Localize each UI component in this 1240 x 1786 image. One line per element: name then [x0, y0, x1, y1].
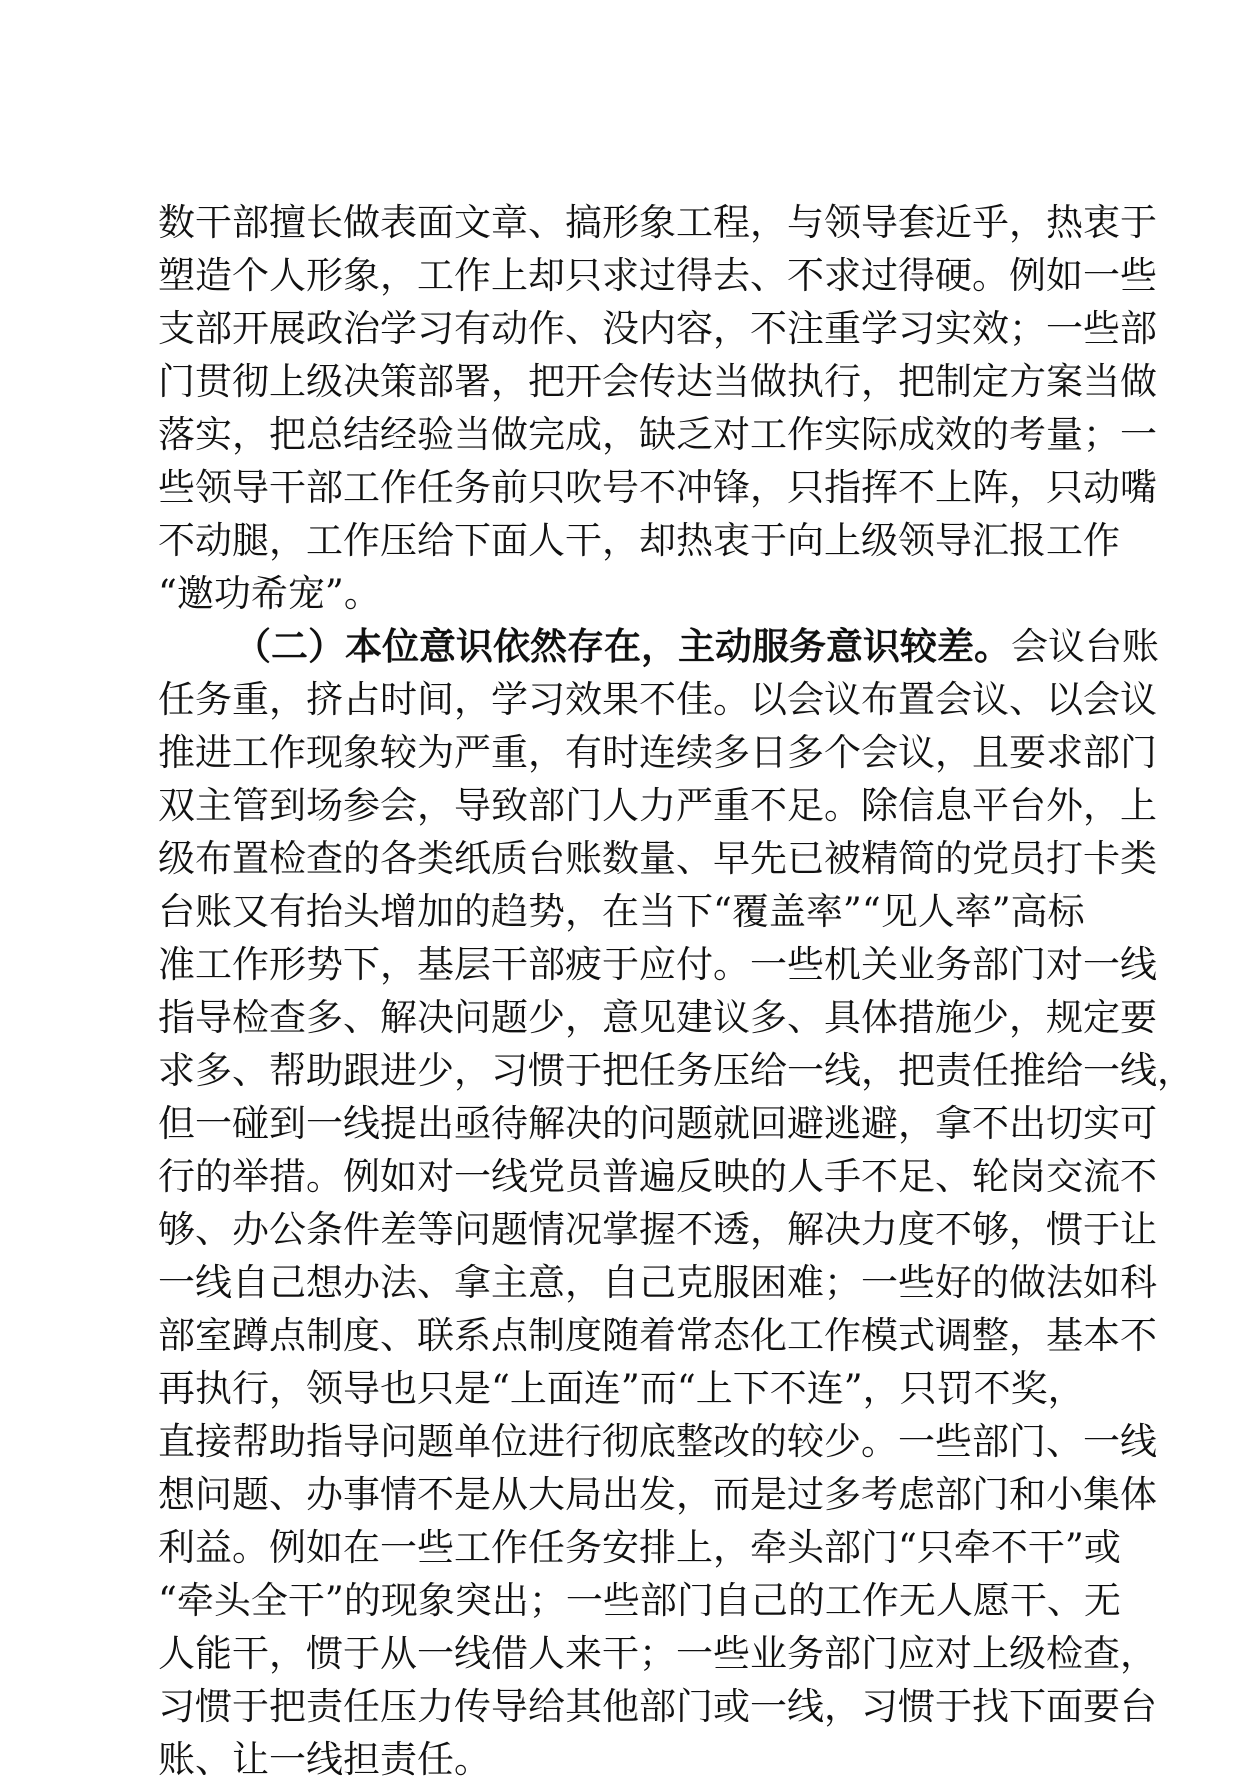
text-line: 利益。例如在一些工作任务安排上，牵头部门“只牵不干”或 — [158, 1526, 1121, 1569]
text-line: 账、让一线担责任。 — [158, 1738, 491, 1781]
text-line: 行的举措。例如对一线党员普遍反映的人手不足、轮岗交流不 — [158, 1155, 1157, 1198]
text-line: 台账又有抬头增加的趋势，在当下“覆盖率”“见人率”高标 — [158, 890, 1085, 933]
text-line: 任务重，挤占时间，学习效果不佳。以会议布置会议、以会议 — [158, 678, 1157, 721]
text-line: 人能干，惯于从一线借人来干；一些业务部门应对上级检查， — [158, 1632, 1157, 1675]
text-line: 够、办公条件差等问题情况掌握不透，解决力度不够，惯于让 — [158, 1208, 1157, 1251]
text-line: 准工作形势下，基层干部疲于应付。一些机关业务部门对一线 — [158, 943, 1157, 986]
text-line: 指导检查多、解决问题少，意见建议多、具体措施少，规定要 — [158, 996, 1157, 1039]
text-line: 不动腿，工作压给下面人干，却热衷于向上级领导汇报工作 — [158, 519, 1120, 562]
text-line: “牵头全干”的现象突出；一些部门自己的工作无人愿干、无 — [158, 1579, 1121, 1622]
text-line: 但一碰到一线提出亟待解决的问题就回避逃避，拿不出切实可 — [158, 1102, 1157, 1145]
text-line: 门贯彻上级决策部署，把开会传达当做执行，把制定方案当做 — [158, 360, 1157, 403]
paragraph-1 — [158, 196, 1157, 620]
text-line: “邀功希宠”。 — [158, 572, 381, 615]
text-line: 双主管到场参会，导致部门人力严重不足。除信息平台外，上 — [158, 784, 1157, 827]
text-line: 级布置检查的各类纸质台账数量、早先已被精简的党员打卡类 — [158, 837, 1157, 880]
text-line: 求多、帮助跟进少，习惯于把任务压给一线，把责任推给一线， — [158, 1049, 1194, 1092]
text-line: 部室蹲点制度、联系点制度随着常态化工作模式调整，基本不 — [158, 1314, 1157, 1357]
paragraph-first-line — [158, 620, 1159, 673]
text-line: 塑造个人形象，工作上却只求过得去、不求过得硬。例如一些 — [158, 254, 1157, 297]
text-line: 落实，把总结经验当做完成，缺乏对工作实际成效的考量；一 — [158, 413, 1157, 456]
text-line: 直接帮助指导问题单位进行彻底整改的较少。一些部门、一线 — [158, 1420, 1157, 1463]
paragraph-2 — [158, 620, 1194, 1786]
text-line: 数干部擅长做表面文章、搞形象工程，与领导套近乎，热衷于 — [158, 201, 1157, 244]
text-line: 再执行，领导也只是“上面连”而“上下不连”，只罚不奖， — [158, 1367, 1085, 1410]
document-page — [158, 196, 1194, 1786]
text-line: 习惯于把责任压力传导给其他部门或一线，习惯于找下面要台 — [158, 1685, 1157, 1728]
heading-continuation: 会议台账 — [1011, 625, 1159, 668]
section-heading: （二）本位意识依然存在，主动服务意识较差。 — [234, 624, 1011, 668]
text-line: 些领导干部工作任务前只吹号不冲锋，只指挥不上阵，只动嘴 — [158, 466, 1157, 509]
text-line: 一线自己想办法、拿主意，自己克服困难；一些好的做法如科 — [158, 1261, 1157, 1304]
text-line: 支部开展政治学习有动作、没内容，不注重学习实效；一些部 — [158, 307, 1157, 350]
text-line: 推进工作现象较为严重，有时连续多日多个会议，且要求部门 — [158, 731, 1157, 774]
text-line: 想问题、办事情不是从大局出发，而是过多考虑部门和小集体 — [158, 1473, 1157, 1516]
